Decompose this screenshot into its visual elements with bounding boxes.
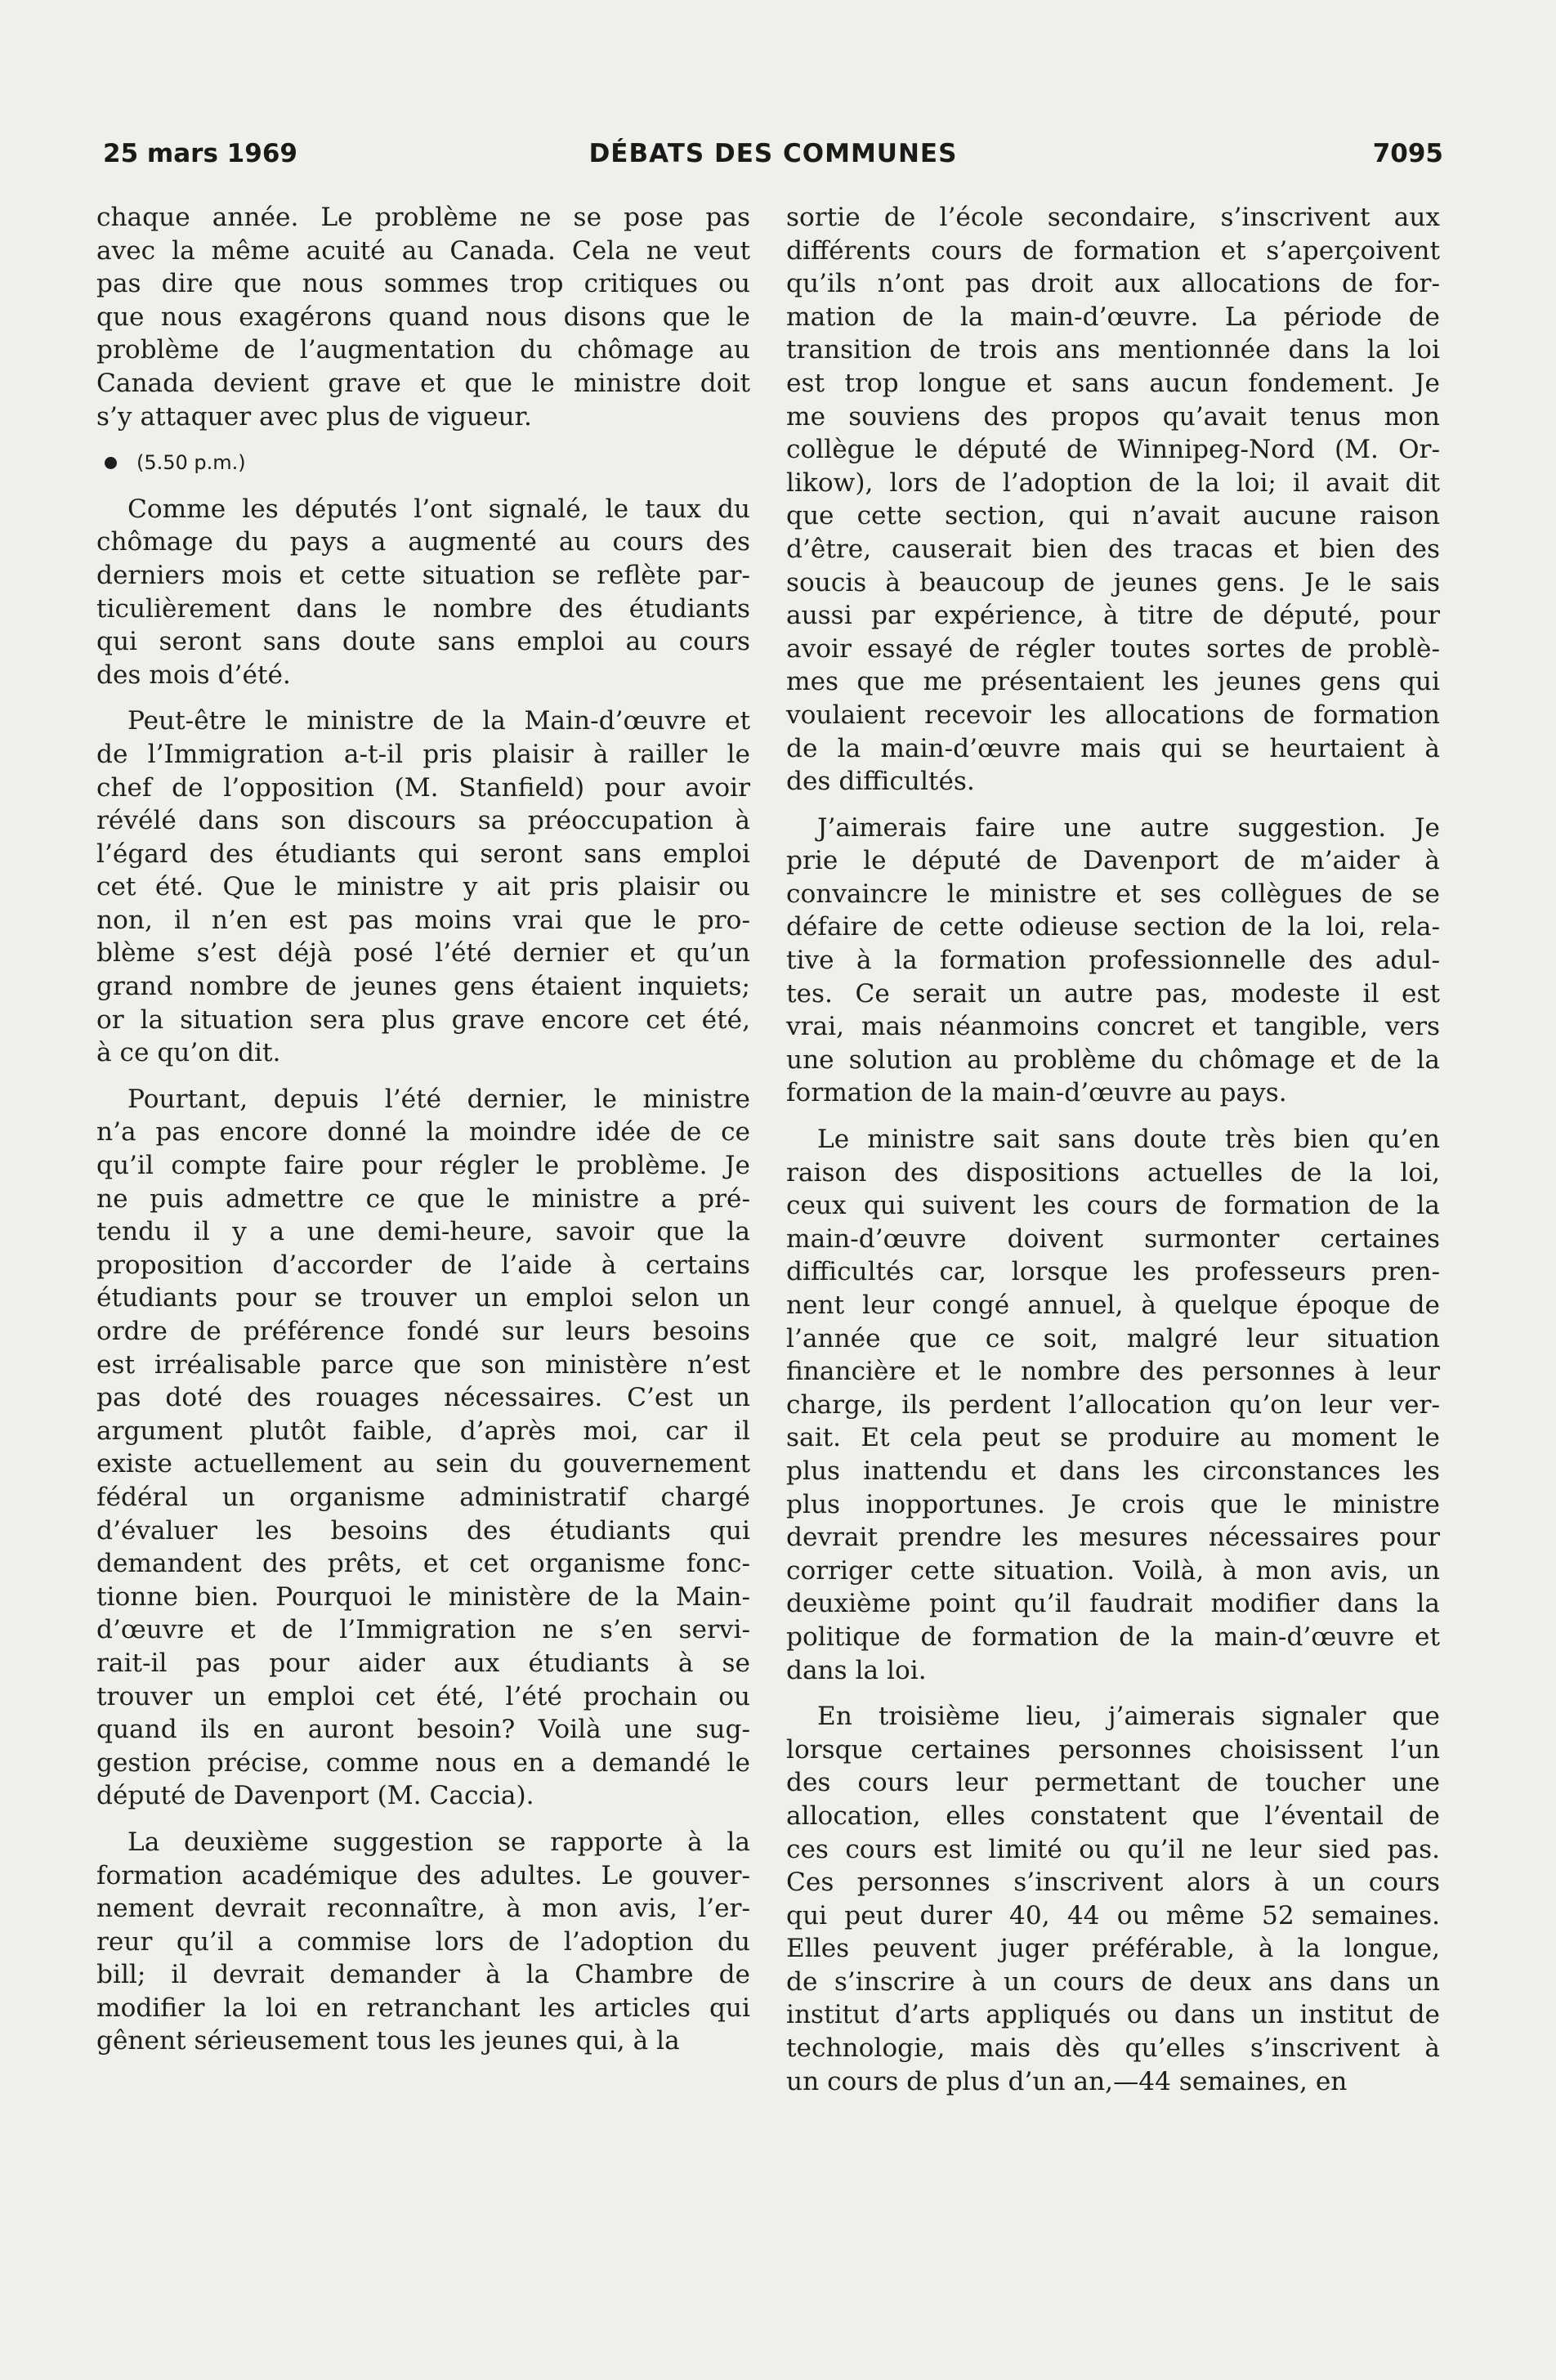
- text-line: argument plutôt faible, d’après moi, car il: [96, 1416, 750, 1446]
- text-line: révélé dans son discours sa préoccupation à: [96, 806, 750, 836]
- text-line: charge, ils perdent l’allocation qu’on leur ver-: [786, 1389, 1440, 1420]
- paragraph-gap: [96, 1070, 750, 1083]
- header-date: 25 mars 1969: [103, 139, 297, 168]
- text-line: trouver un emploi cet été, l’été prochain ou: [96, 1681, 750, 1711]
- text-line: de s’inscrire à un cours de deux ans dans un: [786, 1966, 1440, 1997]
- text-line: des mois d’été.: [96, 660, 291, 690]
- text-line: Canada devient grave et que le ministre doit: [96, 368, 750, 398]
- text-line: d’œuvre et de l’Immigration ne s’en servi-: [96, 1615, 750, 1645]
- text-line: dans la loi.: [786, 1655, 927, 1685]
- text-line: sortie de l’école secondaire, s’inscrivent aux: [786, 203, 1440, 232]
- timestamp-text: (5.50 p.m.): [136, 451, 246, 475]
- paragraph: [96, 493, 750, 692]
- text-line: plus inopportunes. Je crois que le ministre: [786, 1489, 1440, 1519]
- text-line: s’y attaquer avec plus de vigueur.: [96, 401, 532, 432]
- text-line: l’égard des étudiants qui seront sans emploi: [96, 839, 750, 869]
- paragraph: [96, 201, 750, 433]
- text-line: mes que me présentaient les jeunes gens qui: [786, 667, 1440, 697]
- paragraph-gap: [786, 799, 1440, 812]
- text-line: nement devrait reconnaître, à mon avis, l’er-: [96, 1894, 750, 1924]
- text-line: est irréalisable parce que son ministère n’est: [96, 1349, 750, 1380]
- text-line: gênent sérieusement tous les jeunes qui, à la: [96, 2026, 680, 2056]
- text-line: cet été. Que le ministre y ait pris plaisir ou: [96, 872, 750, 902]
- text-line: sait. Et cela peut se produire au moment le: [786, 1423, 1440, 1453]
- text-line: existe actuellement au sein du gouvernement: [96, 1449, 750, 1479]
- timestamp: [96, 446, 750, 480]
- paragraph: [96, 705, 750, 1070]
- text-line: d’être, causerait bien des tracas et bien des: [786, 534, 1440, 564]
- text-line: likow), lors de l’adoption de la loi; il avait dit: [786, 468, 1440, 498]
- text-line: financière et le nombre des personnes à leur: [786, 1357, 1440, 1387]
- text-line: allocation, elles constatent que l’éventail de: [786, 1801, 1440, 1831]
- text-line: avec la même acuité au Canada. Cela ne veut: [96, 235, 750, 266]
- text-line: défaire de cette odieuse section de la loi, rela-: [786, 912, 1440, 942]
- text-line: chef de l’opposition (M. Stanfield) pour avoir: [96, 772, 750, 803]
- paragraph-gap: [96, 691, 750, 705]
- header-page-number: 7095: [1372, 139, 1443, 168]
- text-line: demandent des prêts, et cet organisme fonc-: [96, 1549, 750, 1579]
- paragraph: [786, 1123, 1440, 1687]
- text-line: ceux qui suivent les cours de formation de la: [786, 1191, 1440, 1221]
- text-line: reur qu’il a commise lors de l’adoption du: [96, 1926, 750, 1957]
- text-line: lorsque certaines personnes choisissent l’un: [786, 1734, 1440, 1765]
- text-line: est trop longue et sans aucun fondement. Je: [786, 368, 1440, 398]
- header-title: DÉBATS DES COMMUNES: [588, 139, 958, 168]
- text-line: mation de la main-d’œuvre. La période de: [786, 302, 1440, 332]
- text-line: ticulièrement dans le nombre des étudiants: [96, 593, 750, 624]
- text-line: tendu il y a une demi-heure, savoir que la: [96, 1217, 750, 1247]
- text-line: pas dire que nous sommes trop critiques ou: [96, 269, 750, 299]
- page-header: [103, 139, 1443, 180]
- text-line: fédéral un organisme administratif chargé: [96, 1482, 750, 1512]
- text-line: politique de formation de la main-d’œuvre et: [786, 1622, 1440, 1652]
- text-line: transition de trois ans mentionnée dans la loi: [786, 335, 1440, 365]
- text-line: institut d’arts appliqués ou dans un institut de: [786, 2000, 1440, 2030]
- text-line: prie le député de Davenport de m’aider à: [786, 846, 1440, 876]
- text-line: En troisième lieu, j’aimerais signaler que: [817, 1702, 1440, 1732]
- text-line: proposition d’accorder de l’aide à certains: [96, 1250, 750, 1280]
- text-line: J’aimerais faire une autre suggestion. Je: [817, 812, 1440, 843]
- text-line: modifier la loi en retranchant les articles qui: [96, 1993, 750, 2023]
- text-line: formation académique des adultes. Le gouver-: [96, 1860, 750, 1890]
- text-line: Le ministre sait sans doute très bien qu’en: [817, 1125, 1440, 1155]
- text-line: d’évaluer les besoins des étudiants qui: [96, 1515, 750, 1546]
- text-line: vrai, mais néanmoins concret et tangible, vers: [786, 1012, 1440, 1042]
- text-line: de la main-d’œuvre mais qui se heurtaient à: [786, 733, 1440, 763]
- text-line: formation de la main-d’œuvre au pays.: [786, 1078, 1287, 1108]
- text-line: ces cours est limité ou qu’il ne leur sied pas.: [786, 1834, 1440, 1864]
- text-line: devrait prendre les mesures nécessaires pour: [786, 1523, 1440, 1553]
- paragraph: [96, 1083, 750, 1813]
- text-line: Ces personnes s’inscrivent alors à un cours: [786, 1868, 1440, 1898]
- text-line: pas doté des rouages nécessaires. C’est un: [96, 1383, 750, 1413]
- text-line: derniers mois et cette situation se reflète par-: [96, 560, 750, 590]
- text-line: que nous exagérons quand nous disons que le: [96, 302, 750, 332]
- text-line: non, il n’en est pas moins vrai que le pro-: [96, 905, 750, 935]
- paragraph: [786, 1700, 1440, 2098]
- paragraph: [786, 201, 1440, 799]
- paragraph: [96, 1826, 750, 2058]
- text-line: main-d’œuvre doivent surmonter certaines: [786, 1224, 1440, 1254]
- text-line: raison des dispositions actuelles de la loi,: [786, 1157, 1440, 1188]
- bullet-icon: [105, 457, 117, 469]
- paragraph-gap: [96, 433, 750, 446]
- text-line: Pourtant, depuis l’été dernier, le ministre: [127, 1084, 750, 1114]
- text-line: aussi par expérience, à titre de député, pour: [786, 601, 1440, 631]
- text-line: rait-il pas pour aider aux étudiants à se: [96, 1648, 750, 1678]
- text-line: étudiants pour se trouver un emploi selon un: [96, 1283, 750, 1313]
- text-line: quand ils en auront besoin? Voilà une sug-: [96, 1715, 750, 1745]
- text-line: corriger cette situation. Voilà, à mon avis, un: [786, 1555, 1440, 1586]
- right-column: [786, 201, 1440, 2098]
- text-line: collègue le député de Winnipeg-Nord (M. Or-: [786, 435, 1440, 465]
- text-line: deuxième point qu’il faudrait modifier dans la: [786, 1589, 1440, 1619]
- text-line: avoir essayé de régler toutes sortes de problè-: [786, 633, 1440, 664]
- text-line: qui peut durer 40, 44 ou même 52 semaines.: [786, 1900, 1440, 1930]
- text-line: technologie, mais dès qu’elles s’inscrivent à: [786, 2033, 1440, 2064]
- text-line: des difficultés.: [786, 767, 975, 797]
- paragraph-gap: [96, 480, 750, 493]
- text-line: qui seront sans doute sans emploi au cours: [96, 627, 750, 657]
- text-line: voulaient recevoir les allocations de formation: [786, 700, 1440, 730]
- text-line: qu’il compte faire pour régler le problème. Je: [96, 1151, 750, 1181]
- text-line: plus inattendu et dans les circonstances les: [786, 1456, 1440, 1486]
- text-line: blème s’est déjà posé l’été dernier et qu’un: [96, 938, 750, 969]
- text-line: convaincre le ministre et ses collègues de se: [786, 879, 1440, 909]
- text-line: La deuxième suggestion se rapporte à la: [127, 1827, 750, 1857]
- paragraph-gap: [786, 1110, 1440, 1123]
- text-line: nent leur congé annuel, à quelque époque de: [786, 1291, 1440, 1320]
- text-line: n’a pas encore donné la moindre idée de ce: [96, 1117, 750, 1148]
- text-line: qu’ils n’ont pas droit aux allocations de for-: [786, 269, 1440, 299]
- paragraph-gap: [96, 1813, 750, 1826]
- text-line: soucis à beaucoup de jeunes gens. Je le sais: [786, 567, 1440, 597]
- text-line: Comme les députés l’ont signalé, le taux du: [127, 494, 750, 524]
- text-line: tes. Ce serait un autre pas, modeste il est: [786, 978, 1440, 1009]
- text-line: tive à la formation professionnelle des adul-: [786, 946, 1440, 976]
- text-line: un cours de plus d’un an,—44 semaines, en: [786, 2066, 1348, 2096]
- text-line: l’année que ce soit, malgré leur situation: [786, 1323, 1440, 1353]
- paragraph-gap: [786, 1687, 1440, 1700]
- text-line: tionne bien. Pourquoi le ministère de la Main-: [96, 1581, 750, 1612]
- text-line: à ce qu’on dit.: [96, 1038, 281, 1068]
- text-line: ne puis admettre ce que le ministre a pré-: [96, 1183, 750, 1214]
- text-line: me souviens des propos qu’avait tenus mon: [786, 401, 1440, 432]
- text-line: difficultés car, lorsque les professeurs pren-: [786, 1257, 1440, 1287]
- text-line: des cours leur permettant de toucher une: [786, 1768, 1440, 1798]
- text-line: une solution au problème du chômage et de la: [786, 1045, 1440, 1075]
- text-line: chômage du pays a augmenté au cours des: [96, 527, 750, 557]
- text-line: Elles peuvent juger préférable, à la longue,: [786, 1934, 1440, 1964]
- text-line: Peut-être le ministre de la Main-d’œuvre et: [127, 706, 750, 736]
- text-line: que cette section, qui n’avait aucune raison: [786, 501, 1440, 531]
- left-column: [96, 201, 750, 2058]
- text-line: différents cours de formation et s’aperçoivent: [786, 235, 1440, 266]
- text-line: de l’Immigration a-t-il pris plaisir à railler le: [96, 739, 750, 769]
- text-line: chaque année. Le problème ne se pose pas: [96, 203, 750, 232]
- text-line: gestion précise, comme nous en a demandé le: [96, 1747, 750, 1778]
- text-line: problème de l’augmentation du chômage au: [96, 335, 750, 365]
- paragraph: [786, 812, 1440, 1110]
- text-line: ordre de préférence fondé sur leurs besoins: [96, 1317, 750, 1346]
- text-line: bill; il devrait demander à la Chambre de: [96, 1960, 750, 1990]
- text-line: député de Davenport (M. Caccia).: [96, 1781, 534, 1811]
- text-line: or la situation sera plus grave encore cet été,: [96, 1004, 750, 1035]
- text-line: grand nombre de jeunes gens étaient inquiets;: [96, 972, 750, 1002]
